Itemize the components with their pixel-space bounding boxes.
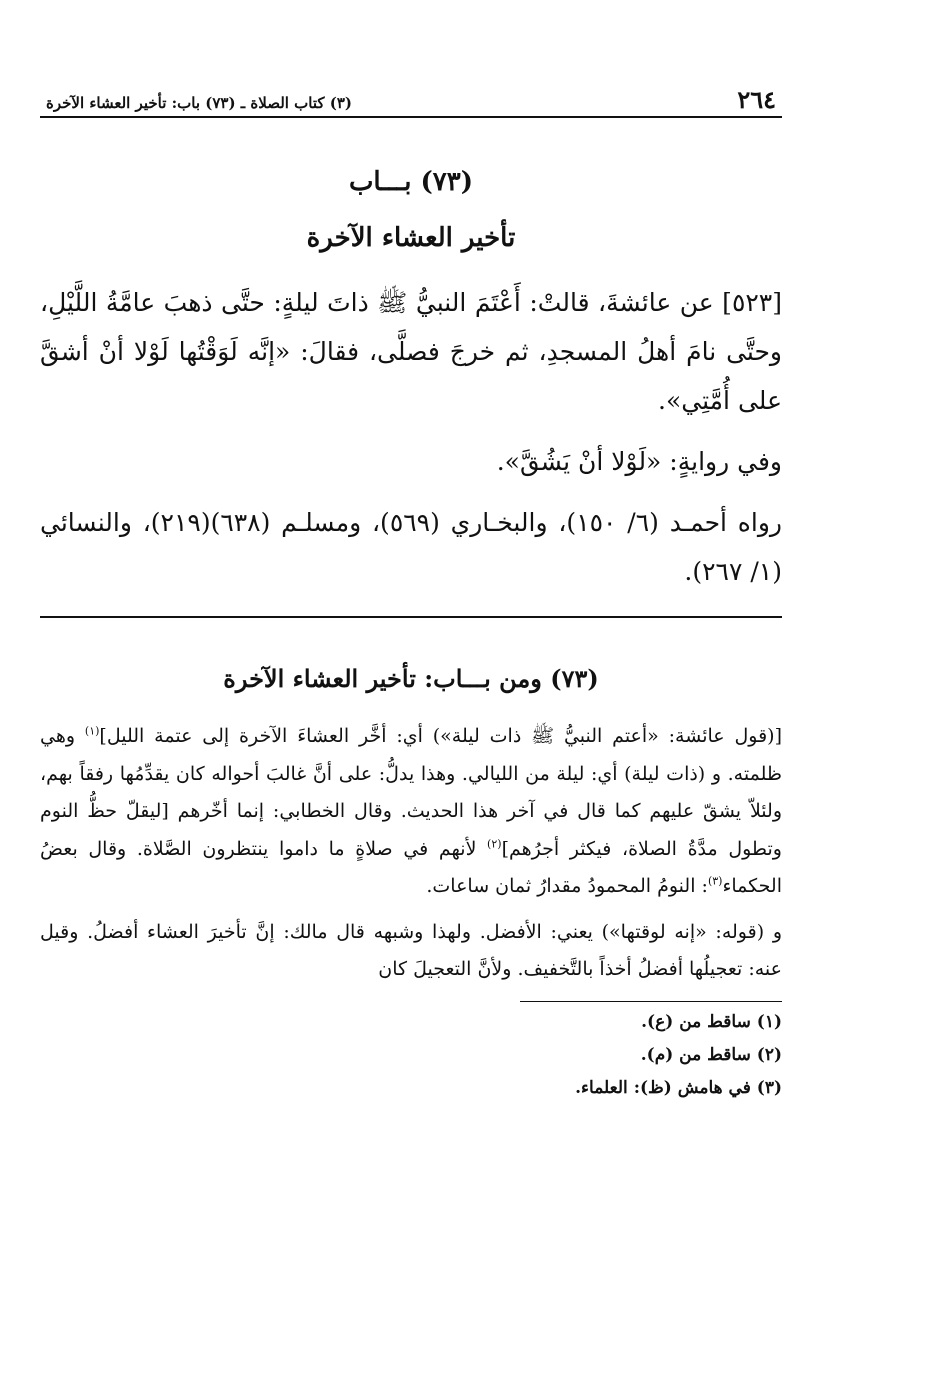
hadith-block (40, 278, 782, 596)
commentary-text: وهي ظلمته. و (ذات ليلة) أي: ليلة من الليالي. وهذا يدلُّ: على أنَّ غالبَ أحواله كان يقدِّمُها رفقاً بهم، ولئلاّ يشقّ عليهم كما قال في آخر هذا الحديث. وقال الخطابي: إنما أخّرهم [ليقلّ حظُّ النوم وتطول مدَّةُ الصلاة، فيكثر أجرُهم] (40, 725, 782, 860)
hadith-text: [٥٢٣] عن عائشةَ، قالتْ: أَعْتَمَ النبيُّ ﷺ ذاتَ ليلةٍ: حتَّى ذهبَ عامَّةُ اللَّيْلِ، وحتَّى نامَ أهلُ المسجدِ، ثم خرجَ فصلَّى، فقالَ: «إنَّه لَوَقْتُها لَوْلا أنْ أشقَّ على أُمَّتِي». (40, 288, 782, 415)
footnote-marker-3[interactable]: (٣) (707, 874, 723, 888)
footnotes (40, 1006, 782, 1105)
footnote-divider (520, 1001, 782, 1002)
chapter-number: (٧٣) بـــاب (348, 167, 474, 197)
commentary-paragraph-2: و (قوله: «إنه لوقتها») يعني: الأفضل. ولهذا وشبهه قال مالك: إنَّ تأخيرَ العشاء أفضلُ. وقيل عنه: تعجيلُها أفضلُ أخذاً بالتَّخفيف. ولأنَّ التعجيلَ كان (40, 920, 782, 980)
hadith-variant: وفي روايةٍ: «لَوْلا أنْ يَشُقَّ». (496, 447, 782, 476)
footnote-2: (٢) ساقط من (م). (640, 1044, 782, 1065)
commentary-text: [(قول عائشة: «أعتم النبيُّ ﷺ ذات ليلة») أي: أخَّر العشاءَ الآخرة إلى عتمة الليل] (99, 725, 783, 747)
footnote-marker-2[interactable]: (٢) (487, 837, 502, 851)
section-divider (40, 616, 782, 618)
commentary-block (40, 718, 782, 989)
commentary-paragraph-1 (40, 718, 782, 906)
book-page (40, 82, 782, 1105)
footnote-marker-1[interactable]: (١) (84, 724, 100, 738)
hadith-sources: رواه أحمـد (٦/ ١٥٠)، والبخـاري (٥٦٩)، ومسلـم (٦٣٨)(٢١٩)، والنسائي (١/ ٢٦٧). (40, 508, 782, 586)
commentary-text: لأنهم في صلاةٍ ما داموا ينتظرون الصَّلاة. وقال بعضُ الحكماء (40, 837, 782, 897)
commentary-heading: (٧٣) ومن بـــاب: تأخير العشاء الآخرة (223, 664, 599, 693)
commentary-text: : النومُ المحمودُ مقدارُ ثمان ساعات. (426, 875, 708, 897)
page-number: ٢٦٤ (737, 85, 776, 114)
footnote-3: (٣) في هامش (ظ): العلماء. (575, 1077, 782, 1098)
running-title: (٣) كتاب الصلاة ـ (٧٣) باب: تأخير العشاء الآخرة (46, 94, 353, 112)
chapter-title: تأخير العشاء الآخرة (306, 223, 516, 253)
running-header (40, 82, 782, 118)
footnote-1: (١) ساقط من (ع). (641, 1011, 782, 1032)
